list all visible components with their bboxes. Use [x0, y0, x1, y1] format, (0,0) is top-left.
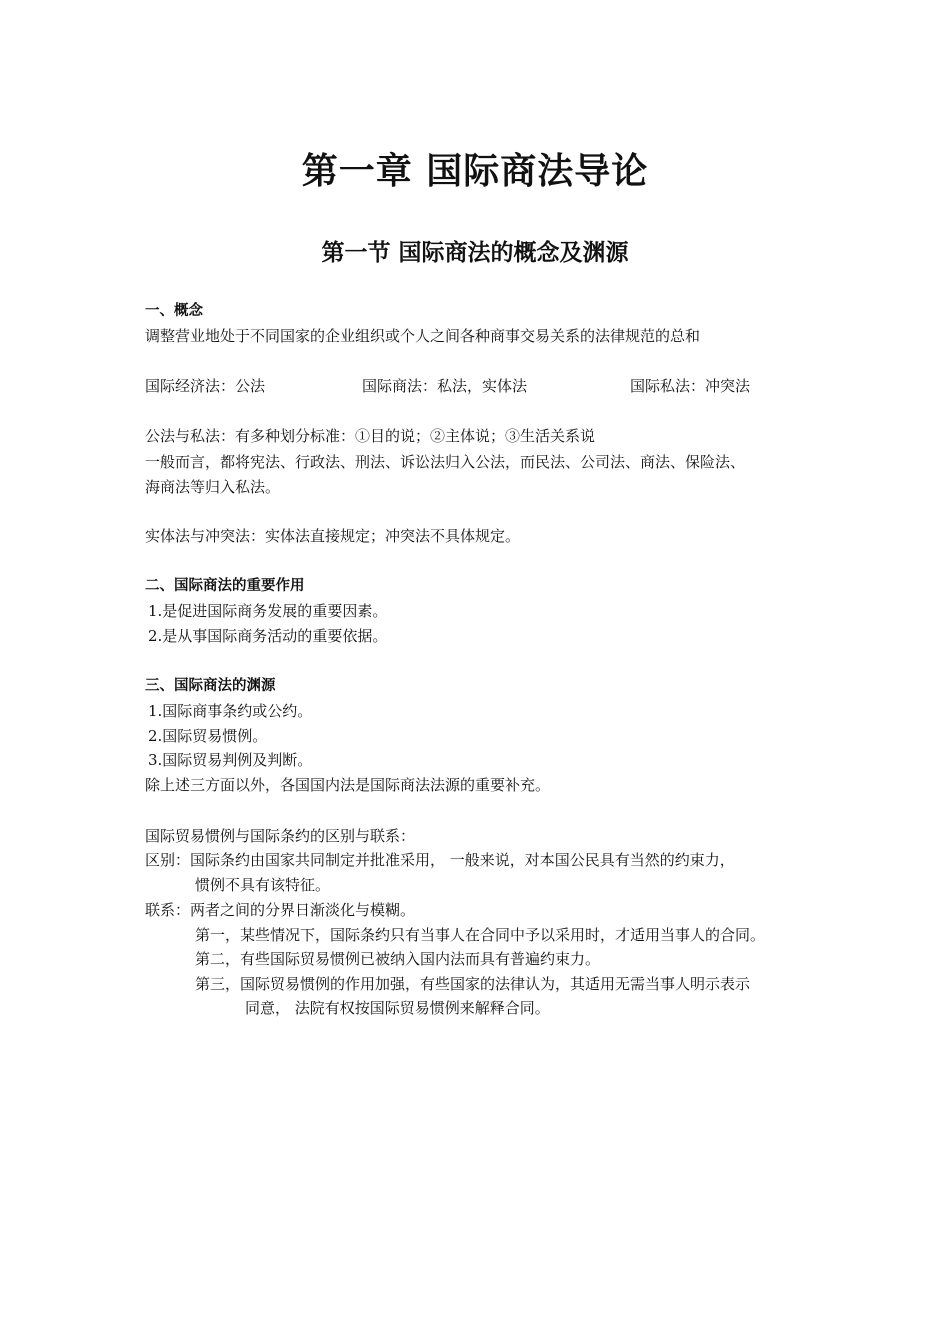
source-item: 3.国际贸易判例及判断。: [148, 751, 313, 769]
public-private-law: 公法与私法：有多种划分标准：①目的说；②主体说；③生活关系说: [145, 427, 596, 445]
difference-line2: 惯例不具有该特征。: [195, 876, 331, 894]
source-item: 1.国际商事条约或公约。: [148, 702, 313, 720]
source-item: 2.国际贸易惯例。: [148, 727, 268, 745]
concept-definition: 调整营业地处于不同国家的企业组织或个人之间各种商事交易关系的法律规范的总和: [145, 327, 701, 345]
section-title: 第一节 国际商法的概念及渊源: [321, 240, 629, 266]
relation-point: 第一，某些情况下，国际条约只有当事人在合同中予以采用时，才适用当事人的合同。: [195, 926, 766, 944]
importance-item: 1.是促进国际商务发展的重要因素。: [148, 602, 388, 620]
relation-point-continuation: 同意， 法院有权按国际贸易惯例来解释合同。: [245, 999, 550, 1017]
law-type-international-economic: 国际经济法：公法: [145, 377, 266, 395]
importance-item: 2.是从事国际商务活动的重要依据。: [148, 627, 388, 645]
difference-line1: 区别：国际条约由国家共同制定并批准采用， 一般来说，对本国公民具有当然的约束力，: [145, 851, 735, 869]
law-type-international-private: 国际私法：冲突法: [630, 377, 751, 395]
substantive-conflict-law: 实体法与冲突法：实体法直接规定；冲突法不具体规定。: [145, 527, 521, 545]
relation-point: 第二，有些国际贸易惯例已被纳入国内法而具有普遍约束力。: [195, 950, 601, 968]
general-statement-line2: 海商法等归入私法。: [145, 478, 281, 496]
concept-heading: 一、概念: [145, 303, 203, 319]
sources-heading: 三、国际商法的渊源: [145, 678, 276, 694]
general-statement-line1: 一般而言，都将宪法、行政法、刑法、诉讼法归入公法，而民法、公司法、商法、保险法、: [145, 453, 746, 471]
comparison-title: 国际贸易惯例与国际条约的区别与联系：: [145, 827, 416, 845]
chapter-title: 第一章 国际商法导论: [301, 151, 649, 192]
sources-supplement: 除上述三方面以外，各国国内法是国际商法法源的重要补充。: [145, 776, 551, 794]
relation-point: 第三，国际贸易惯例的作用加强，有些国家的法律认为，其适用无需当事人明示表示: [195, 975, 751, 993]
importance-heading: 二、国际商法的重要作用: [145, 578, 305, 594]
relation-line: 联系：两者之间的分界日渐淡化与模糊。: [145, 901, 416, 919]
law-type-international-commercial: 国际商法：私法，实体法: [362, 377, 528, 395]
